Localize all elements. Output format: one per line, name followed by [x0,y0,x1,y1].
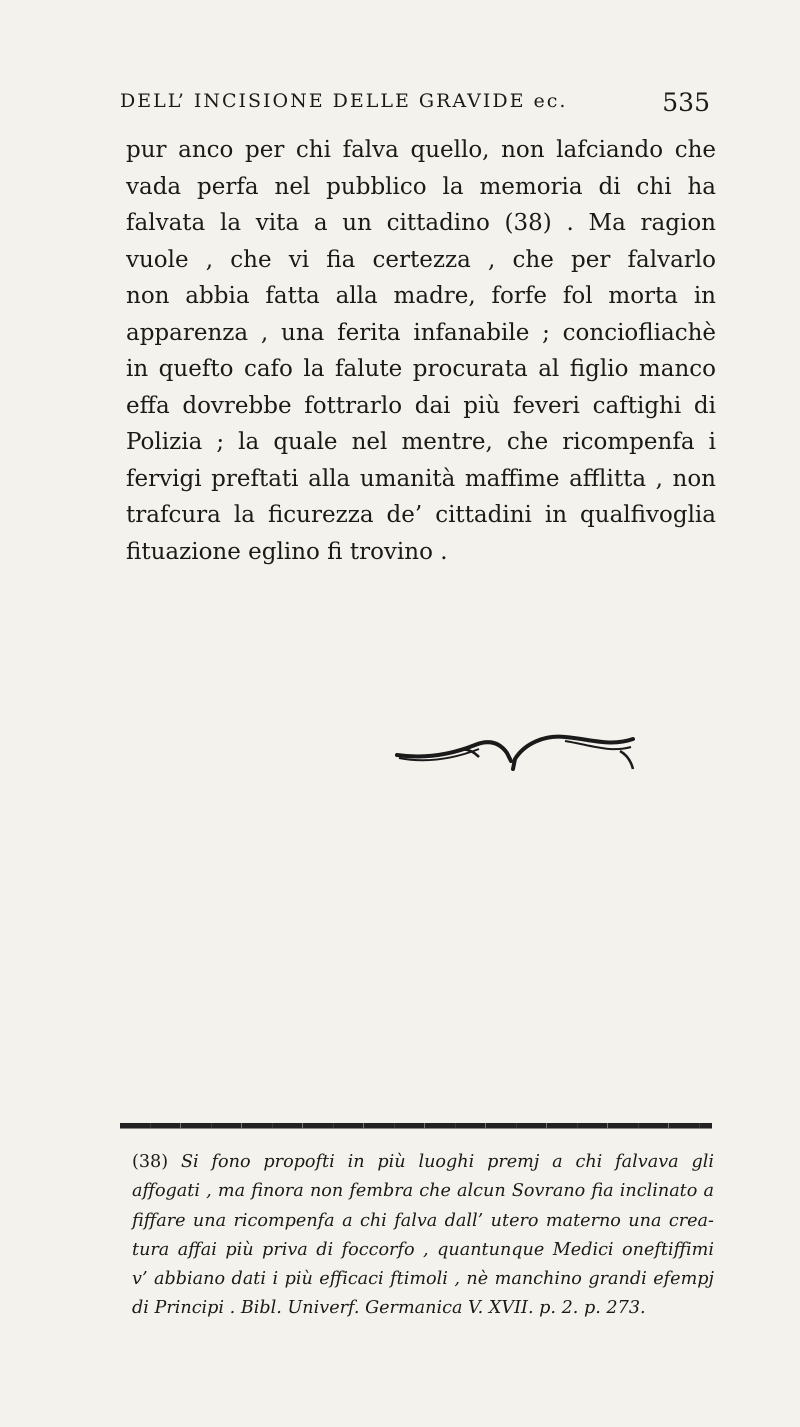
footnote-line: tura affai più priva di foccorfo , quantunque Medici oneftiffimi [132,1239,714,1260]
main-text [126,132,716,570]
text-line: pur anco per chi falva quello, non lafciando che [126,137,716,163]
footnote-first-line: Si fono propofti in più luoghi premj a chi falvava gli [180,1152,715,1172]
footnote-line: fiffare una ricompenfa a chi falva dall’ utero materno una crea- [132,1210,714,1231]
ornament-icon [395,725,635,775]
footnote-line [132,1148,714,1177]
text-line: vada perfa nel pubblico la memoria di chi ha [126,173,716,200]
running-head: DELL’ INCISIONE DELLE GRAVIDE ec. [120,90,568,112]
text-line: apparenza , una ferita infanabile ; conciofliachè [126,319,716,346]
text-line: in quefto cafo la falute procurata al figlio manco [126,356,716,382]
footnote-line: v’ abbiano dati i più efficaci ftimoli , nè manchino grandi efempj [132,1269,714,1290]
text-line: non abbia fatta alla madre, forfe fol morta in [126,283,716,309]
text-line: Polizia ; la quale nel mentre, che ricompenfa i [126,429,716,455]
text-line: fervigi preftati alla umanità maffime afflitta , non [126,465,716,492]
text-line: effa dovrebbe fottrarlo dai più feveri caftighi di [126,392,716,419]
text-line: fituazione eglino fi trovino . [126,538,448,565]
text-line: trafcura la ficurezza de’ cittadini in qualfivoglia [126,502,716,528]
footnote-line: di Principi . Bibl. Univerf. Germanica V. XVII. p. 2. p. 273. [132,1298,646,1319]
page-header [120,90,710,130]
text-line: vuole , che vi fia certezza , che per falvarlo [126,246,716,273]
footnote [132,1148,714,1324]
footnote-marker: (38) [132,1152,169,1172]
footnote-rule-shadow [120,1128,712,1129]
text-line: falvata la vita a un cittadino (38) . Ma ragion [126,210,716,236]
footnote-line: affogati , ma finora non fembra che alcun Sovrano fia inclinato a [132,1181,714,1202]
page-number: 535 [662,88,710,117]
